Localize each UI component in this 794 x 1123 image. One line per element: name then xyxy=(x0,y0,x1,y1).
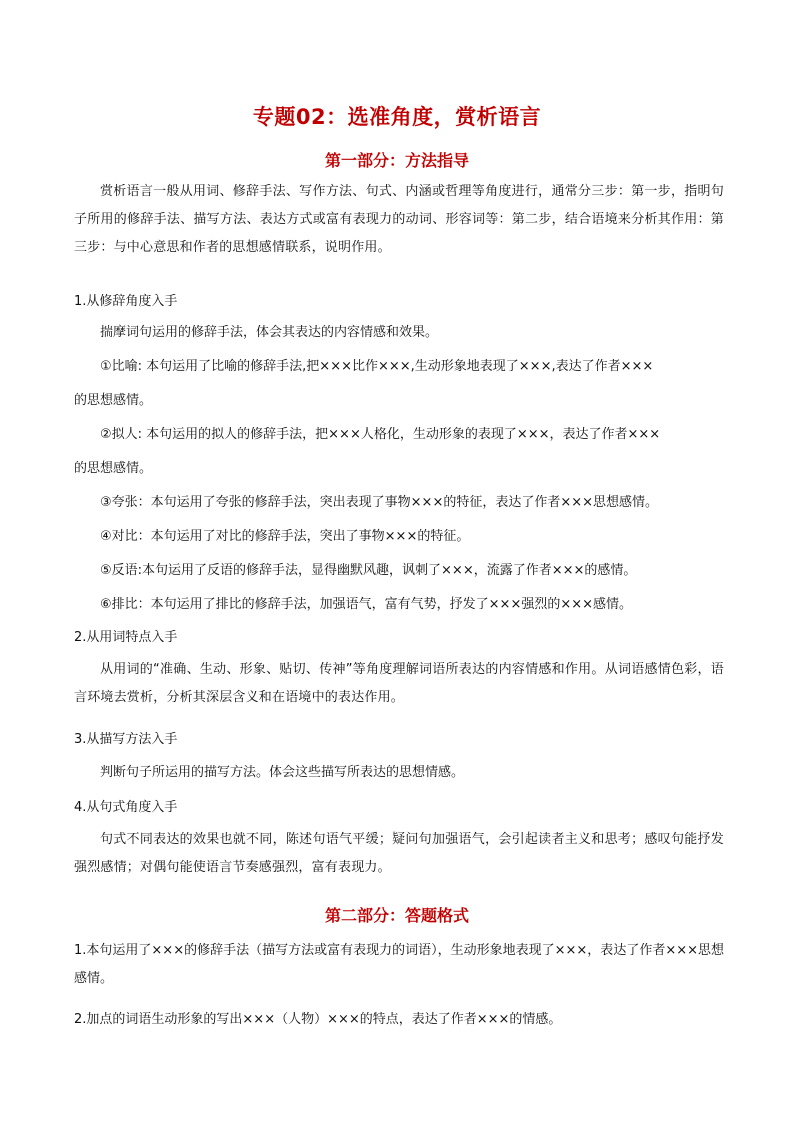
subsection-title-wording: 2.从用词特点入手 xyxy=(74,630,178,645)
description-method-text: 判断句子所运用的描写方法。体会这些描写所表达的思想情感。 xyxy=(100,765,465,780)
intro-paragraph: 赏析语言一般从用词、修辞手法、写作方法、句式、内涵或哲理等角度进行，通常分三步：第一步，指明句子所用的修辞手法、描写方法、表达方式或富有表现力的动词、形容词等：第二步，结合语境来分析其作用：第三步：与中心意思和作者的思想感情联系，说明作用。 xyxy=(74,184,724,255)
rhetoric-contrast: ④对比：本句运用了对比的修辞手法，突出了事物×××的特征。 xyxy=(100,529,470,544)
subsection-title-rhetoric: 1.从修辞角度入手 xyxy=(74,294,178,309)
answer-format-2: 2.加点的词语生动形象的写出×××（人物）×××的特点，表达了作者×××的情感。 xyxy=(74,1012,562,1027)
section-heading-method: 第一部分：方法指导 xyxy=(324,151,469,170)
rhetoric-personification-cont: 的思想感情。 xyxy=(74,461,153,476)
subsection-title-sentence: 4.从句式角度入手 xyxy=(74,800,178,815)
section-heading-answer: 第二部分：答题格式 xyxy=(324,906,469,925)
rhetoric-personification: ②拟人: 本句运用的拟人的修辞手法，把×××人格化，生动形象的表现了×××，表达了作者××× xyxy=(100,427,661,442)
page-title: 专题02：选准角度，赏析语言 xyxy=(252,105,542,129)
subsection-title-description: 3.从描写方法入手 xyxy=(74,732,178,747)
answer-format-1: 1.本句运用了×××的修辞手法（描写方法或富有表现力的词语），生动形象地表现了×××，表达了作者×××思想感情。 xyxy=(74,943,724,986)
sentence-description: 句式不同表达的效果也就不同，陈述句语气平缓；疑问句加强语气，会引起读者主义和思考；感叹句能抒发强烈感情；对偶句能使语言节奏感强烈，富有表现力。 xyxy=(74,832,724,875)
rhetoric-irony: ⑤反语:本句运用了反语的修辞手法，显得幽默风趣，讽刺了×××，流露了作者×××的感情。 xyxy=(100,563,637,578)
rhetoric-metaphor: ①比喻: 本句运用了比喻的修辞手法,把×××比作×××,生动形象地表现了×××,表达了作者××× xyxy=(100,359,654,374)
rhetoric-description: 揣摩词句运用的修辞手法，体会其表达的内容情感和效果。 xyxy=(100,325,439,340)
wording-description: 从用词的“准确、生动、形象、贴切、传神”等角度理解词语所表达的内容情感和作用。从词语感情色彩，语言环境去赏析，分析其深层含义和在语境中的表达作用。 xyxy=(74,662,724,705)
rhetoric-metaphor-cont: 的思想感情。 xyxy=(74,393,153,408)
rhetoric-exaggeration: ③夸张：本句运用了夸张的修辞手法，突出表现了事物×××的特征，表达了作者×××思想感情。 xyxy=(100,495,659,510)
rhetoric-parallelism: ⑥排比：本句运用了排比的修辞手法，加强语气，富有气势，抒发了×××强烈的×××感情。 xyxy=(100,597,633,612)
